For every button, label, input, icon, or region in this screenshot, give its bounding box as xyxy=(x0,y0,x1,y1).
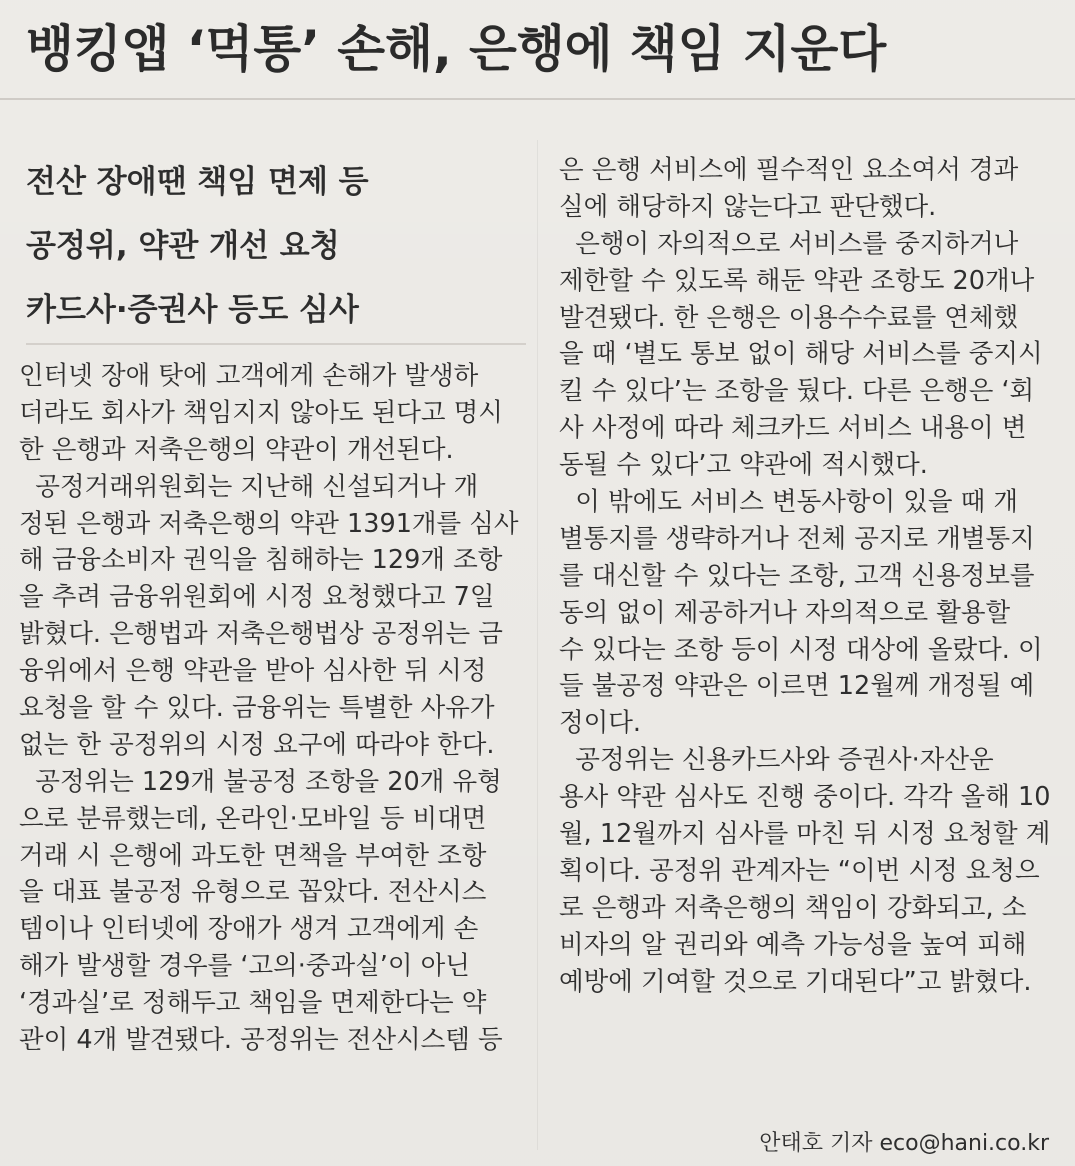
body-text-line: 관이 4개 발견됐다. 공정위는 전산시스템 등 xyxy=(19,1025,503,1056)
body-text-line: 를 대신할 수 있다는 조항, 고객 신용정보를 xyxy=(559,560,1035,591)
body-text-line: 들 불공정 약관은 이르면 12월께 개정될 예 xyxy=(559,671,1035,702)
body-text-line: 한 은행과 저축은행의 약관이 개선된다. xyxy=(19,434,454,465)
body-text-line: 인터넷 장애 탓에 고객에게 손해가 발생하 xyxy=(19,361,479,391)
body-text-line: 별통지를 생략하거나 전체 공지로 개별통지 xyxy=(559,523,1035,554)
body-text-line: 공정거래위원회는 지난해 신설되거나 개 xyxy=(19,471,479,502)
body-text-line: 킬 수 있다’는 조항을 뒀다. 다른 은행은 ‘회 xyxy=(559,376,1035,407)
body-text-line: 을 때 ‘별도 통보 없이 해당 서비스를 중지시 xyxy=(559,339,1043,370)
body-text-line: 월, 12월까지 심사를 마친 뒤 시정 요청할 계 xyxy=(559,819,1051,850)
body-text-line: 제한할 수 있도록 해둔 약관 조항도 20개나 xyxy=(559,265,1035,296)
article-column-left xyxy=(19,358,519,1059)
body-text-line: 공정위는 신용카드사와 증권사·자산운 xyxy=(559,745,994,776)
body-text-line: 이 밖에도 서비스 변동사항이 있을 때 개 xyxy=(559,487,1018,518)
body-text-line: ‘경과실’로 정해두고 책임을 면제한다는 약 xyxy=(19,988,487,1019)
body-text-line: 더라도 회사가 책임지지 않아도 된다고 명시 xyxy=(19,397,503,428)
body-text-line: 예방에 기여할 것으로 기대된다”고 밝혔다. xyxy=(559,966,1032,997)
body-text-line: 융위에서 은행 약관을 받아 심사한 뒤 시정 xyxy=(19,656,487,687)
body-text-line: 정된 은행과 저축은행의 약관 1391개를 심사 xyxy=(19,508,519,539)
column-divider xyxy=(537,140,538,1150)
subheadline: 전산 장애땐 책임 면제 등 xyxy=(26,164,369,200)
body-text-line: 요청을 할 수 있다. 금융위는 특별한 사유가 xyxy=(19,693,495,724)
body-text-line: 템이나 인터넷에 장애가 생겨 고객에게 손 xyxy=(19,914,479,945)
body-text-line: 비자의 알 권리와 예측 가능성을 높여 피해 xyxy=(559,929,1027,960)
body-text-line: 용사 약관 심사도 진행 중이다. 각각 올해 10 xyxy=(559,782,1051,813)
body-text-line: 으로 분류했는데, 온라인·모바일 등 비대면 xyxy=(19,803,487,834)
body-text-line: 해가 발생할 경우를 ‘고의·중과실’이 아닌 xyxy=(19,951,470,982)
body-text-line: 사 사정에 따라 체크카드 서비스 내용이 변 xyxy=(559,413,1027,444)
body-text-line: 동될 수 있다’고 약관에 적시했다. xyxy=(559,450,928,481)
article-column-right xyxy=(559,152,1059,1000)
body-text-line: 거래 시 은행에 과도한 면책을 부여한 조항 xyxy=(19,840,487,871)
body-text-line: 은 은행 서비스에 필수적인 요소여서 경과 xyxy=(559,155,1019,185)
body-text-line: 은행이 자의적으로 서비스를 중지하거나 xyxy=(559,228,1019,259)
subheadline-block xyxy=(26,150,526,342)
body-text-line: 로 은행과 저축은행의 책임이 강화되고, 소 xyxy=(559,892,1027,923)
subheadline: 공정위, 약관 개선 요청 xyxy=(26,228,340,264)
subheadline: 카드사·증권사 등도 심사 xyxy=(26,292,359,328)
subheadline-divider xyxy=(26,343,526,345)
body-text-line: 공정위는 129개 불공정 조항을 20개 유형 xyxy=(19,766,502,797)
body-text-line: 실에 해당하지 않는다고 판단했다. xyxy=(559,191,937,222)
body-text-line: 없는 한 공정위의 시정 요구에 따라야 한다. xyxy=(19,729,495,760)
body-text-line: 동의 없이 제공하거나 자의적으로 활용할 xyxy=(559,597,1011,628)
body-text-line: 정이다. xyxy=(559,708,642,739)
article-byline: 안태호 기자 eco@hani.co.kr xyxy=(759,1131,1049,1156)
body-text-line: 을 대표 불공정 유형으로 꼽았다. 전산시스 xyxy=(19,877,487,908)
article-headline: 뱅킹앱 ‘먹통’ 손해, 은행에 책임 지운다 xyxy=(26,20,887,78)
body-text-line: 획이다. 공정위 관계자는 “이번 시정 요청으 xyxy=(559,855,1040,886)
body-text-line: 을 추려 금융위원회에 시정 요청했다고 7일 xyxy=(19,582,495,613)
body-text-line: 해 금융소비자 권익을 침해하는 129개 조항 xyxy=(19,545,503,576)
body-text-line: 수 있다는 조항 등이 시정 대상에 올랐다. 이 xyxy=(559,634,1043,665)
body-text-line: 발견됐다. 한 은행은 이용수수료를 연체했 xyxy=(559,302,1019,333)
headline-divider xyxy=(0,98,1075,100)
body-text-line: 밝혔다. 은행법과 저축은행법상 공정위는 금 xyxy=(19,619,503,650)
